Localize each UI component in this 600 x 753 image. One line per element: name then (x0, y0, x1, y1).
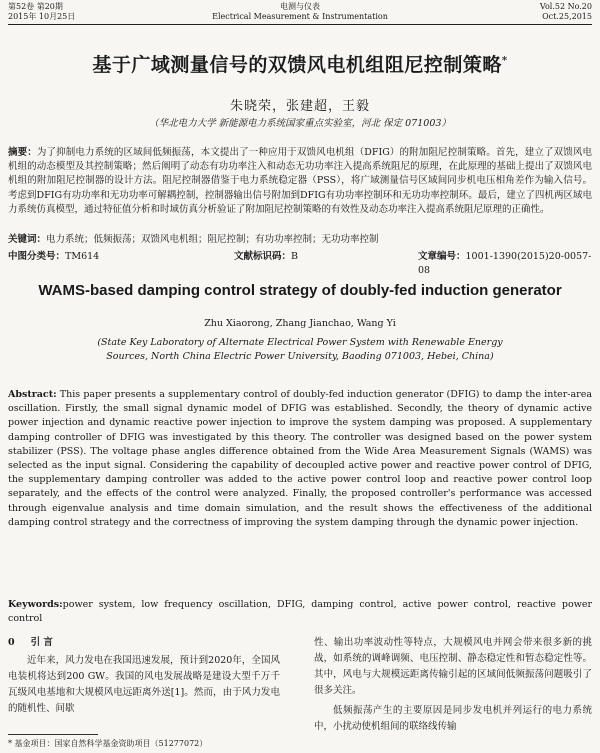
document-code: 文献标识码：B (234, 251, 298, 262)
affiliation-english (0, 336, 600, 363)
body-paragraph: 低频振荡产生的主要原因是同步发电机并列运行的电力系统中，小扰动使机组间的联络线传输 (314, 705, 592, 732)
header-volume-date: 第52卷 第20期 2015年 10月25日 (8, 2, 76, 21)
header-volume-en: Vol.52 No.20 Oct.25,2015 (539, 2, 592, 21)
affiliation-chinese: （华北电力大学 新能源电力系统国家重点实验室，河北 保定 071003） (149, 118, 451, 129)
keywords-english-label: Keywords: (8, 599, 63, 610)
abstract-english-label: Abstract: (8, 389, 57, 400)
body-column-right (314, 635, 592, 739)
section-number: 0 (8, 637, 15, 648)
abstract-chinese-text: 为了抑制电力系统的区域间低频振荡，本文提出了一种应用于双馈风电机组（DFIG）的附加阻尼控制策略。首先，建立了双馈风电机组的动态模型及其控制策略；然后阐明了动态有功功率注入和动态无功功率注入提高系统阻尼的原理，在此原理的基础上提出了双馈风电机组的附加阻尼控制器的设计方法。阻尼控制器借鉴于电力系统稳定器（PSS），将广域测量信号区域间同步机电压相角差作为输入信号。考虑到DFIG有功功率和无功功率可解耦控制，控制器输出信号附加到DFIG有功功率控制环和无功功率控制环。最后，建立了四机两区域电力系统仿真模型，通过特征值分析和时域仿真分析验证了附加阻尼控制策略的有效性及动态功率注入提高系统阻尼原理的正确性。 (8, 147, 592, 215)
keywords-chinese-label: 关键词： (8, 234, 47, 245)
abstract-english (8, 388, 592, 530)
authors-chinese: 朱晓荣，张建超，王毅 (229, 99, 370, 114)
affiliation-english-line-1: (State Key Laboratory of Alternate Electrical Power System with Renewable Energy (97, 337, 503, 348)
header-journal-name: 电测与仪表 Electrical Measurement & Instrumentation (212, 2, 388, 21)
running-header (8, 2, 592, 24)
body-column-left (8, 635, 280, 721)
section-title: 引 言 (30, 637, 53, 648)
keywords-chinese (8, 233, 592, 247)
header-rule (8, 24, 592, 25)
title-chinese-text: 基于广域测量信号的双馈风电机组阻尼控制策略 (92, 54, 502, 76)
section-heading (8, 635, 280, 651)
abstract-english-text: This paper presents a supplementary control of doubly-fed induction generator (DFIG) to damp the inter-area oscillation. Firstly, the small signal dynamic model of DFIG was established. Secondly, the theory of dynamic active power injection and dynamic reactive power injection to improve the system damping was proposed. A supplementary damping controller of DFIG was investigated by this theory. The controller was designed based on the power system stabilizer (PSS). The voltage phase angles difference obtained from the Wide Area Measurement Signals (WAMS) was selected as the input signal. Considering the capability of decoupled active power and reactive power control of DFIG, the supplementary damping controller was added to the active power control loop and reactive power control loop separately, and the effects of the control were analyzed. Finally, the proposed controller's performance was accessed through eigenvalue analysis and time domain simulation, and the result shows the effectiveness of the additional damping control strategy and the correctness of improving the system damping through the dynamic power injection. (8, 389, 592, 528)
abstract-chinese (8, 146, 592, 217)
keywords-english-text: power system, low frequency oscillation, DFIG, damping control, active power control, reactive power control (8, 599, 592, 625)
keywords-english (8, 598, 592, 626)
affiliation-english-line-2: Sources, North China Electric Power University, Baoding 071003, Hebei, China) (106, 350, 494, 362)
article-number: 文章编号：1001-1390(2015)20-0057-08 (418, 251, 592, 276)
title-chinese (0, 50, 600, 77)
authors-english: Zhu Xiaorong, Zhang Jianchao, Wang Yi (204, 318, 396, 329)
title-footnote-mark: * (501, 55, 508, 67)
body-paragraph: 性、输出功率波动性等特点，大规模风电并网会带来很多新的挑战，如系统的调峰调频、电压控制、静态稳定性和暂态稳定性等。其中，风电与大规模远距离传输引起的区域间低频振荡问题吸引了很多关注。 (314, 637, 592, 696)
clc-number: 中图分类号：TM614 (8, 251, 100, 262)
footnote-rule (8, 734, 98, 735)
title-english: WAMS-based damping control strategy of doubly-fed induction generator (38, 282, 562, 299)
body-paragraph: 近年来，风力发电在我国迅速发展，预计到2020年，全国风电装机将达到200 GW。我国的风电发展战略是建设大型千万千瓦级风电基地和大规模风电远距离外送[1]。然而，由于风力发电的随机性、间歇 (8, 655, 280, 714)
keywords-chinese-text: 电力系统；低频振荡；双馈风电机组；阻尼控制；有功功率控制；无功功率控制 (46, 234, 379, 245)
abstract-chinese-label: 摘要： (8, 147, 37, 158)
funding-footnote: * 基金项目：国家自然科学基金资助项目（51277072） (8, 739, 208, 748)
